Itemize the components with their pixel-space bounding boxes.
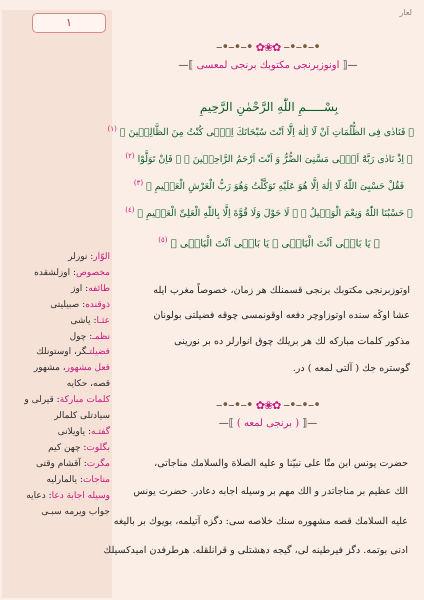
title-left-bracket: —⟦ bbox=[218, 418, 237, 429]
gloss-definition: : اوزلشقده bbox=[34, 267, 77, 278]
gloss-definition: : چول bbox=[69, 331, 93, 342]
gloss-definition: : نورلر bbox=[68, 252, 94, 262]
gloss-term: مناجات bbox=[82, 474, 110, 485]
arabic-verse-2: ﴿ اِذْ نَادٰى رَبَّهُٓ اَنّ۪ى مَسَّنِىَ الضُّرُّ وَ اَنْتَ اَرْحَمُ الرَّاحِم۪ينَ ﴾ ﴿ فَاِنْ تَوَلَّوْا $^{(٢)}$ bbox=[125, 152, 413, 166]
gloss-definition: سیادتلی کلمالر bbox=[54, 411, 110, 422]
arabic-verse-4: ﴿ حَسْبُنَا اللّٰهُ وَنِعْمَ الْوَك۪يلُ ﴾ ﴿ لَا حَوْلَ وَلَا قُوَّةَ اِلَّا بِاللّٰهِ الْعَلِىِّ الْعَظ۪يمِ ﴾ $^{(٤)}$ bbox=[125, 206, 413, 220]
bismillah: بِسْـــــمِ اللّٰهِ الرَّحْمٰنِ الرَّحِيمِ bbox=[199, 100, 339, 114]
gloss-term: الوّار bbox=[93, 252, 110, 262]
margin-gloss-column bbox=[2, 10, 112, 598]
title-left-bracket: —⟦ bbox=[178, 60, 197, 71]
prose-line-1: حضرت یونس ابن متّا على نبيّنا و عليه الصلاة والسلامك مناجاتی، bbox=[154, 458, 408, 469]
ornament-flower-icon: ✿❀✿ bbox=[255, 399, 281, 412]
ottoman-line-1: اوتوزبرنجی مکتوبك برنجی قسمنلك هر زمان، خصوصاً مغرب ایله bbox=[153, 285, 410, 296]
gloss-term: مگرت bbox=[86, 458, 110, 469]
section1-ornament bbox=[118, 40, 418, 55]
gloss-definition: : آقشام وقتی bbox=[36, 458, 87, 469]
gloss-term: عثـا bbox=[96, 315, 110, 326]
gloss-line bbox=[8, 409, 110, 425]
ornament-right-line: –•–•–• bbox=[283, 398, 320, 413]
gloss-definition: جواب ویرمه سبـی bbox=[41, 506, 110, 517]
gloss-definition: : یالمارلیه bbox=[46, 474, 83, 485]
header-corner-word: لعار bbox=[399, 8, 412, 17]
prose-line-3: علیه السلامك قصه مشهوره سنك خلاصه سی: دگزه آتیلمه، بویوك بر بالیغه bbox=[113, 516, 408, 527]
gloss-definition: : دعایه bbox=[26, 490, 52, 501]
gloss-term: مخصوص bbox=[76, 267, 110, 278]
gloss-line bbox=[8, 266, 110, 282]
page-number: ١ bbox=[32, 13, 106, 33]
gloss-definition: : چهن کیم bbox=[48, 442, 87, 453]
ornament-left-line: –•–•–• bbox=[216, 398, 253, 413]
gloss-line bbox=[8, 393, 110, 409]
title-right-bracket: ⟧— bbox=[339, 60, 358, 71]
gloss-term: نظمـ bbox=[92, 331, 110, 342]
gloss-line bbox=[8, 377, 110, 393]
gloss-term: بگلوت bbox=[86, 442, 110, 453]
gloss-term: وسیله اجابة دعا bbox=[51, 490, 110, 501]
section2-title bbox=[118, 418, 418, 429]
gloss-line bbox=[8, 361, 110, 377]
gloss-list bbox=[8, 250, 110, 520]
verse-ref-3: (٣) bbox=[133, 179, 144, 187]
ottoman-line-3: مذکور کلمات مبارکه لك هر بریلك چوق انوارلر ده بر نورینی bbox=[174, 336, 410, 347]
arabic-verse-1: ﴿ فَنَادٰى فِى الظُّلُمَاتِ اَنْ لَٓا اِلٰهَ اِلَّٓا اَنْتَ سُبْحَانَكَ اِنّ۪ى كُنْتُ مِنَ الظَّالِم۪ينَ ﴾ $^{(١)}$ bbox=[107, 125, 414, 139]
section1-title bbox=[118, 60, 418, 71]
gloss-line bbox=[8, 473, 110, 489]
gloss-definition: : صبیلیتی bbox=[50, 299, 86, 310]
section2-ornament bbox=[118, 398, 418, 413]
prose-line-2: الك عظیم بر مناجاتدر و الك مهم بر وسیله اجابه دعادر. حضرت یونس bbox=[133, 486, 408, 497]
gloss-term: فعل مشهور bbox=[65, 363, 110, 374]
gloss-definition: ـگر، اوستونلك bbox=[36, 347, 90, 358]
arabic-verse-5: ﴿ يَا بَاقٖى اَنْتَ الْبَاقٖى ﴾ يَا بَاقٖى اَنْتَ الْبَاقٖى ﴾ $^{(٥)}$ bbox=[158, 236, 380, 250]
prose-line-4: ادنی بوتمه. دگز فیرطینه لی، گیجه دهشتلی و قرانلقله. هرطرفدن امیدکسیلك bbox=[103, 545, 408, 556]
gloss-term: فضیلت bbox=[89, 347, 110, 358]
gloss-line bbox=[8, 314, 110, 330]
section1-title-text: اونوزبرنجی مکتوبك برنجی لمعسی bbox=[196, 60, 340, 71]
gloss-line bbox=[8, 250, 110, 266]
gloss-line bbox=[8, 425, 110, 441]
gloss-line bbox=[8, 441, 110, 457]
gloss-definition: : قیرلی و bbox=[24, 395, 60, 406]
gloss-definition: ، مشهور bbox=[33, 363, 66, 374]
gloss-line bbox=[8, 298, 110, 314]
section2-title-text: ( برنجی لمعه ) bbox=[236, 418, 300, 429]
gloss-definition: : یاویلانی bbox=[57, 426, 91, 437]
gloss-line bbox=[8, 282, 110, 298]
gloss-definition: قصه، حکایه bbox=[66, 379, 110, 390]
verse-ref-5: (٥) bbox=[158, 236, 168, 244]
verse-ref-2: (٢) bbox=[125, 152, 135, 160]
gloss-term: طائفه bbox=[88, 283, 110, 294]
gloss-line bbox=[8, 345, 110, 361]
ornament-flower-icon: ✿❀✿ bbox=[255, 41, 281, 54]
gloss-term: گفتـه bbox=[90, 426, 110, 437]
ottoman-line-2: عشا اوڭه سنده اوتوزاوچر دفعه اوقونمسی چوقه فضیلتی بولونان bbox=[153, 310, 410, 321]
gloss-definition: : اوز bbox=[71, 283, 89, 294]
gloss-term: ذوقنده bbox=[85, 299, 110, 310]
gloss-line bbox=[8, 489, 110, 505]
title-right-bracket: ⟧— bbox=[299, 418, 318, 429]
gloss-term: کلمات مبارکة bbox=[59, 395, 110, 406]
gloss-line bbox=[8, 457, 110, 473]
verse-ref-4: (٤) bbox=[125, 206, 135, 214]
gloss-line bbox=[8, 505, 110, 521]
ornament-right-line: –•–•–• bbox=[283, 40, 320, 55]
gloss-definition: : یاشی bbox=[70, 315, 97, 326]
arabic-verse-3: فَقُلْ حَسْبِىَ اللّٰهُ لَٓا اِلٰهَ اِلَّا هُوَ عَلَيْهِ تَوَكَّلْتُ وَهُوَ رَبُّ الْعَرْشِ الْعَظ۪يمِ ﴾ $^{(٣)}$ bbox=[133, 179, 405, 193]
verse-ref-1: (١) bbox=[107, 125, 117, 133]
ornament-left-line: –•–•–• bbox=[216, 40, 253, 55]
gloss-line bbox=[8, 330, 110, 346]
ottoman-line-4: گوستره جك ( آلتی لمعه ) در. bbox=[292, 363, 410, 374]
